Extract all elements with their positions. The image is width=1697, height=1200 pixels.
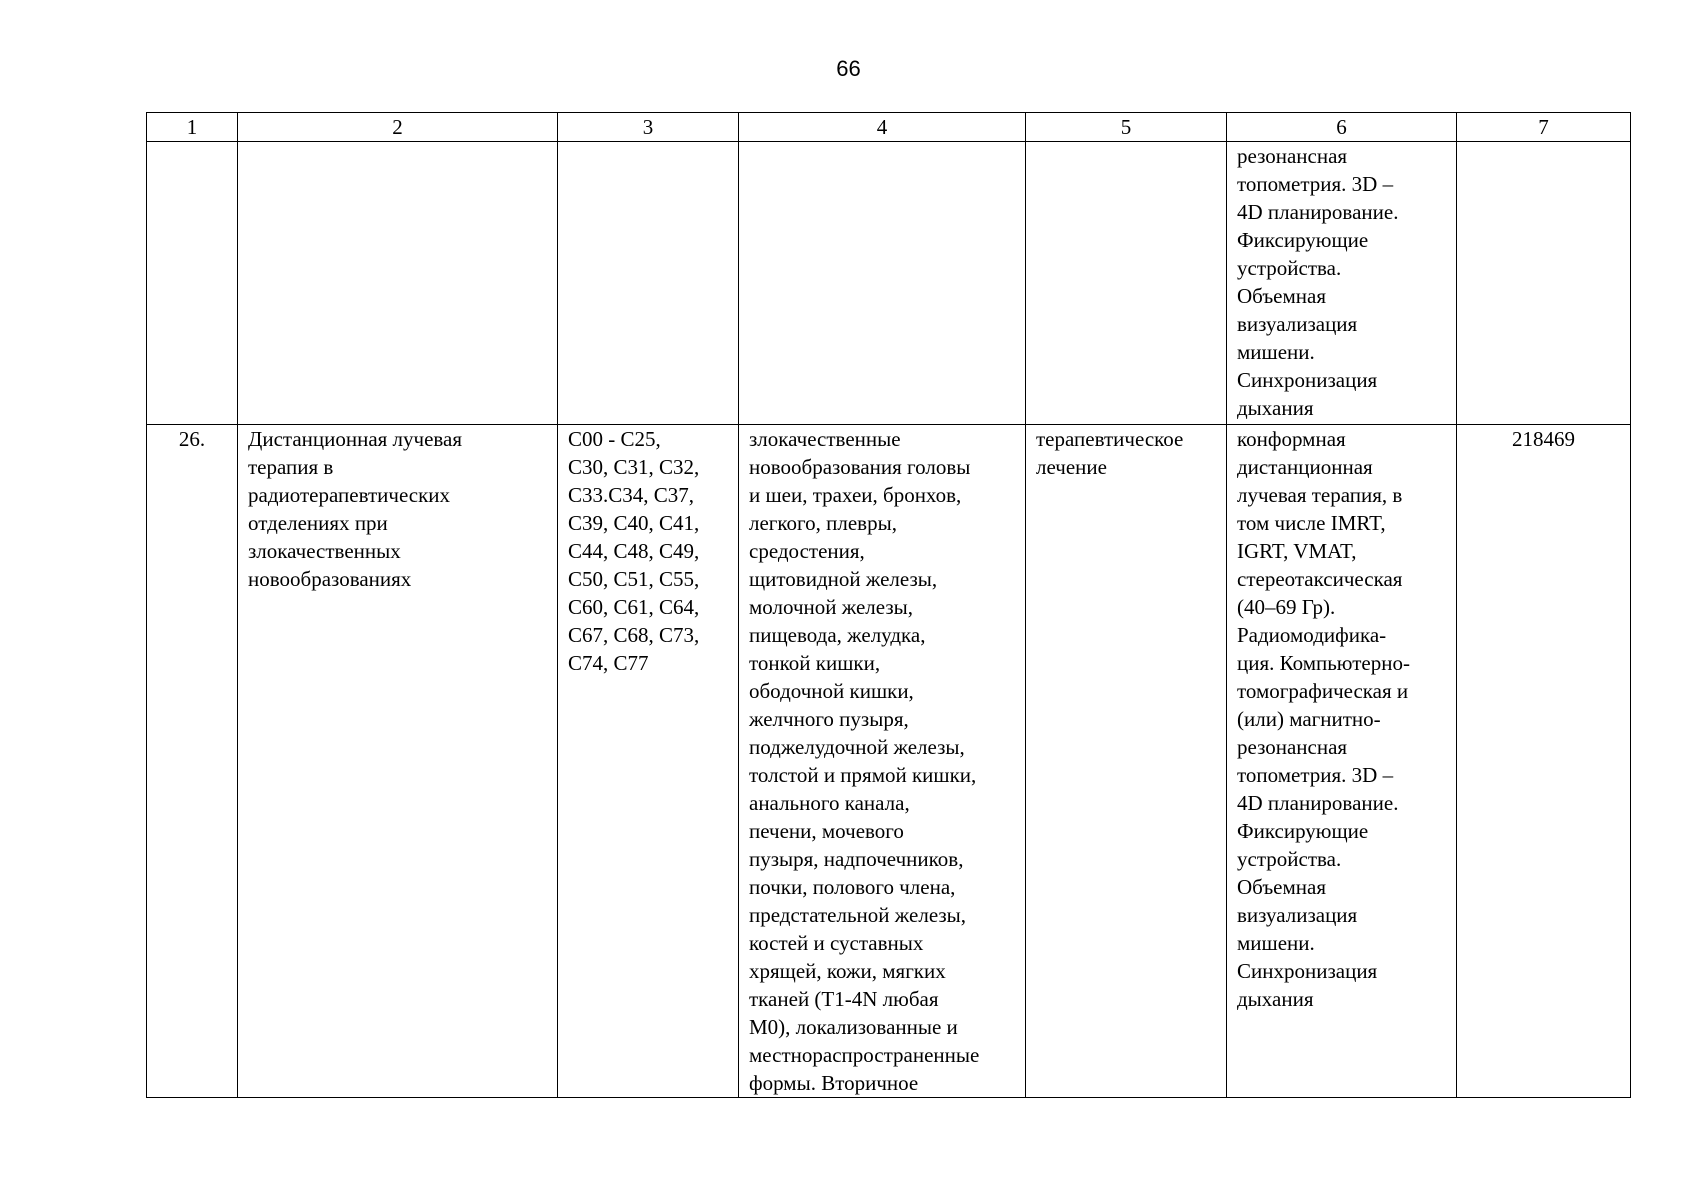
column-number: 1 [147,113,238,142]
column-number: 7 [1457,113,1631,142]
icd-codes-cell: C00 - C25, C30, C31, C32, C33.C34, C37, C39, C40, C41, C44, C48, C49, C50, C51, C55, C60, C61, C64, C67, C68, C73, C74, C77 [558,425,739,1098]
table-cell [1457,142,1631,425]
services-table [146,112,1631,1098]
column-number: 3 [558,113,739,142]
method-cell: резонансная топометрия. 3D – 4D планирование. Фиксирующие устройства. Объемная визуализация мишени. Синхронизация дыхания [1227,142,1457,425]
column-number-row [147,113,1631,142]
table-cell [739,142,1026,425]
column-number: 4 [739,113,1026,142]
row-number-cell: 26. [147,425,238,1098]
page-number: 66 [836,56,861,81]
treatment-type-cell: терапевтическое лечение [1026,425,1227,1098]
table-cell [558,142,739,425]
care-type-cell: Дистанционная лучевая терапия в радиотерапевтических отделениях при злокачественных новообразованиях [238,425,558,1098]
table-cell [1026,142,1227,425]
cost-cell: 218469 [1457,425,1631,1098]
table-row [147,425,1631,1098]
table-row [147,142,1631,425]
diagnosis-cell: злокачественные новообразования головы и шеи, трахеи, бронхов, легкого, плевры, средостения, щитовидной железы, молочной железы, пищевода, желудка, тонкой кишки, ободочной кишки, желчного пузыря, поджелудочной железы, толстой и прямой кишки, анального канала, печени, мочевого пузыря, надпочечников, почки, полового члена, предстательной железы, костей и суставных хрящей, кожи, мягких тканей (T1-4N любая M0), локализованные и местнораспространенные формы. Вторичное [739,425,1026,1098]
column-number: 6 [1227,113,1457,142]
table-cell [147,142,238,425]
table-cell [238,142,558,425]
column-number: 2 [238,113,558,142]
method-cell: конформная дистанционная лучевая терапия, в том числе IMRT, IGRT, VMAT, стереотаксическая (40–69 Гр). Радиомодифика- ция. Компьютерно- томографическая и (или) магнитно- резонансная топометрия. 3D – 4D планирование. Фиксирующие устройства. Объемная визуализация мишени. Синхронизация дыхания [1227,425,1457,1098]
column-number: 5 [1026,113,1227,142]
